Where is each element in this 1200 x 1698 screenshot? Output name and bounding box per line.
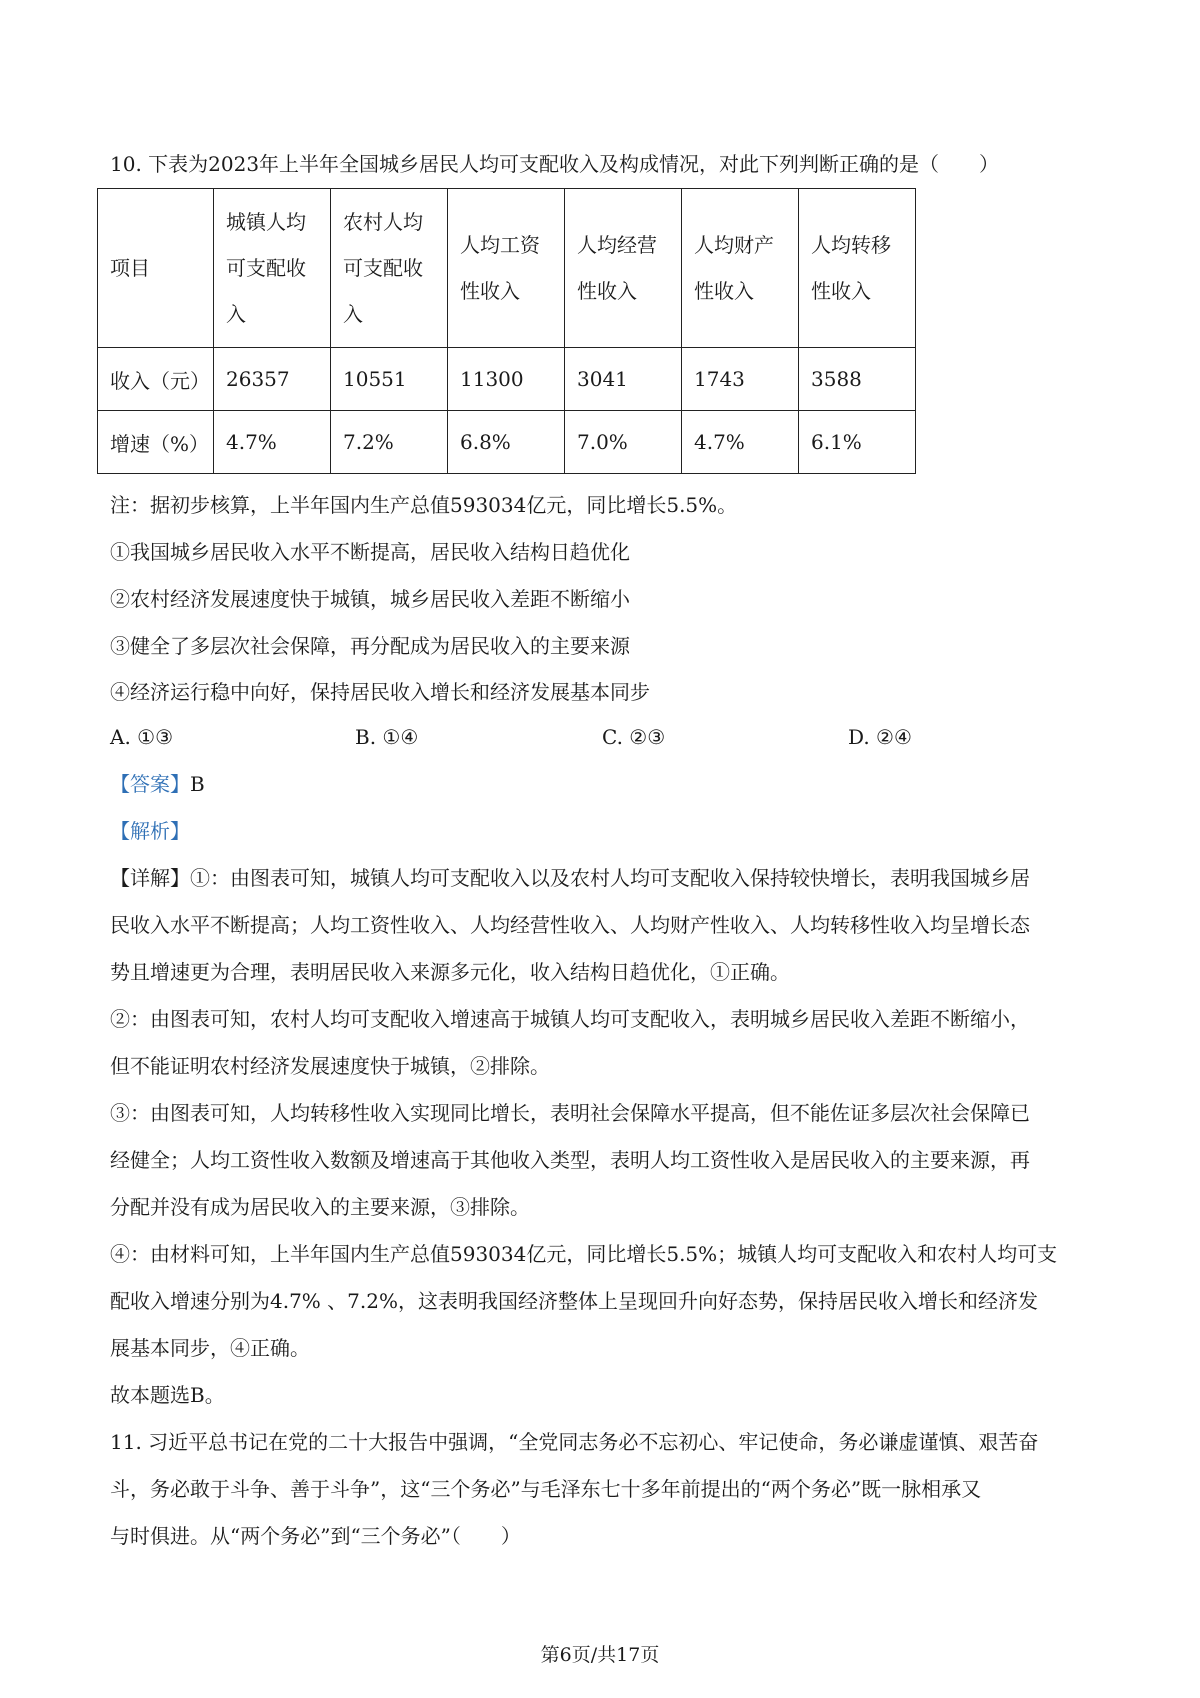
- analysis-tag-line: [110, 817, 190, 845]
- table-note: 注：据初步核算，上半年国内生产总值593034亿元，同比增长5.5%。: [110, 493, 738, 517]
- conclusion-line: 故本题选B。: [110, 1383, 225, 1407]
- answer-line: [110, 770, 205, 798]
- detail-line: 但不能证明农村经济发展速度快于城镇，②排除。: [110, 1054, 550, 1078]
- header-line: 性收入: [694, 279, 754, 303]
- detail-line: 势且增速更为合理，表明居民收入来源多元化，收入结构日趋优化，①正确。: [110, 960, 790, 984]
- table-cell: 10551: [331, 348, 448, 411]
- detail-line: [110, 864, 1030, 892]
- statement-4: ④经济运行稳中向好，保持居民收入增长和经济发展基本同步: [110, 680, 650, 704]
- answer-value: B: [190, 772, 205, 796]
- detail-line: ②：由图表可知，农村人均可支配收入增速高于城镇人均可支配收入，表明城乡居民收入差距不断缩小，: [110, 1007, 1030, 1031]
- income-table: [97, 188, 916, 474]
- detail-line: ④：由材料可知，上半年国内生产总值593034亿元，同比增长5.5%；城镇人均可支配收入和农村人均可支: [110, 1242, 1058, 1266]
- page-number: 第6页/共17页: [540, 1644, 660, 1666]
- question-11-line: 11. 习近平总书记在党的二十大报告中强调，“全党同志务必不忘初心、牢记使命，务必谦虚谨慎、艰苦奋: [110, 1430, 1039, 1454]
- statement-1: ①我国城乡居民收入水平不断提高，居民收入结构日趋优化: [110, 540, 630, 564]
- table-header-cell: [565, 189, 682, 348]
- table-cell: 3041: [565, 348, 682, 411]
- table-header-cell: [448, 189, 565, 348]
- header-line: 性收入: [460, 279, 520, 303]
- header-line: 可支配收: [226, 256, 306, 280]
- table-header-cell: [214, 189, 331, 348]
- header-line: 项目: [110, 256, 150, 280]
- table-header-row: [98, 189, 916, 348]
- detail-line: ③：由图表可知，人均转移性收入实现同比增长，表明社会保障水平提高，但不能佐证多层次社会保障已: [110, 1101, 1030, 1125]
- header-line: 入: [343, 302, 363, 326]
- header-line: 性收入: [577, 279, 637, 303]
- table-row-growth: [98, 411, 916, 474]
- header-line: 农村人均: [343, 210, 423, 234]
- analysis-tag: 【解析】: [110, 819, 190, 843]
- table-cell: 6.8%: [448, 411, 565, 474]
- detail-line: 分配并没有成为居民收入的主要来源，③排除。: [110, 1195, 530, 1219]
- header-line: 人均工资: [460, 233, 540, 257]
- table-header-cell: [682, 189, 799, 348]
- table-row-income: [98, 348, 916, 411]
- detail-tag: 【详解】: [110, 866, 190, 890]
- detail-line: 经健全；人均工资性收入数额及增速高于其他收入类型，表明人均工资性收入是居民收入的主要来源，再: [110, 1148, 1030, 1172]
- header-line: 人均财产: [694, 233, 774, 257]
- table-header-cell: [331, 189, 448, 348]
- table-cell: 11300: [448, 348, 565, 411]
- table-cell: 6.1%: [799, 411, 916, 474]
- table-cell: 26357: [214, 348, 331, 411]
- header-line: 性收入: [811, 279, 871, 303]
- option-a: A. ①③: [110, 725, 174, 749]
- header-line: 人均转移: [811, 233, 891, 257]
- table-cell: 1743: [682, 348, 799, 411]
- detail-line: 民收入水平不断提高；人均工资性收入、人均经营性收入、人均财产性收入、人均转移性收入均呈增长态: [110, 913, 1030, 937]
- table-header-cell: [799, 189, 916, 348]
- header-line: 人均经营: [577, 233, 657, 257]
- question-11-line: 斗，务必敢于斗争、善于斗争”，这“三个务必”与毛泽东七十多年前提出的“两个务必”既一脉相承又: [110, 1477, 982, 1501]
- table-cell: 7.0%: [565, 411, 682, 474]
- table-cell: 收入（元）: [98, 348, 214, 411]
- table-header-cell: [98, 189, 214, 348]
- statement-2: ②农村经济发展速度快于城镇，城乡居民收入差距不断缩小: [110, 587, 630, 611]
- detail-line: 展基本同步，④正确。: [110, 1336, 310, 1360]
- question-10-stem: 10. 下表为2023年上半年全国城乡居民人均可支配收入及构成情况，对此下列判断正确的是（ ）: [110, 152, 1000, 176]
- table-cell: 增速（%）: [98, 411, 214, 474]
- option-c: C. ②③: [602, 725, 666, 749]
- question-11-line: 与时俱进。从“两个务必”到“三个务必”（ ）: [110, 1524, 521, 1548]
- option-b: B. ①④: [355, 725, 419, 749]
- table-cell: 3588: [799, 348, 916, 411]
- statement-3: ③健全了多层次社会保障，再分配成为居民收入的主要来源: [110, 634, 630, 658]
- detail-line: 配收入增速分别为4.7% 、7.2%，这表明我国经济整体上呈现回升向好态势，保持居民收入增长和经济发: [110, 1289, 1038, 1313]
- option-d: D. ②④: [848, 725, 912, 749]
- table-cell: 4.7%: [214, 411, 331, 474]
- table-cell: 7.2%: [331, 411, 448, 474]
- table-cell: 4.7%: [682, 411, 799, 474]
- detail-text: ①：由图表可知，城镇人均可支配收入以及农村人均可支配收入保持较快增长，表明我国城乡居: [190, 866, 1030, 890]
- header-line: 城镇人均: [226, 210, 306, 234]
- answer-tag: 【答案】: [110, 772, 190, 796]
- header-line: 可支配收: [343, 256, 423, 280]
- header-line: 入: [226, 302, 246, 326]
